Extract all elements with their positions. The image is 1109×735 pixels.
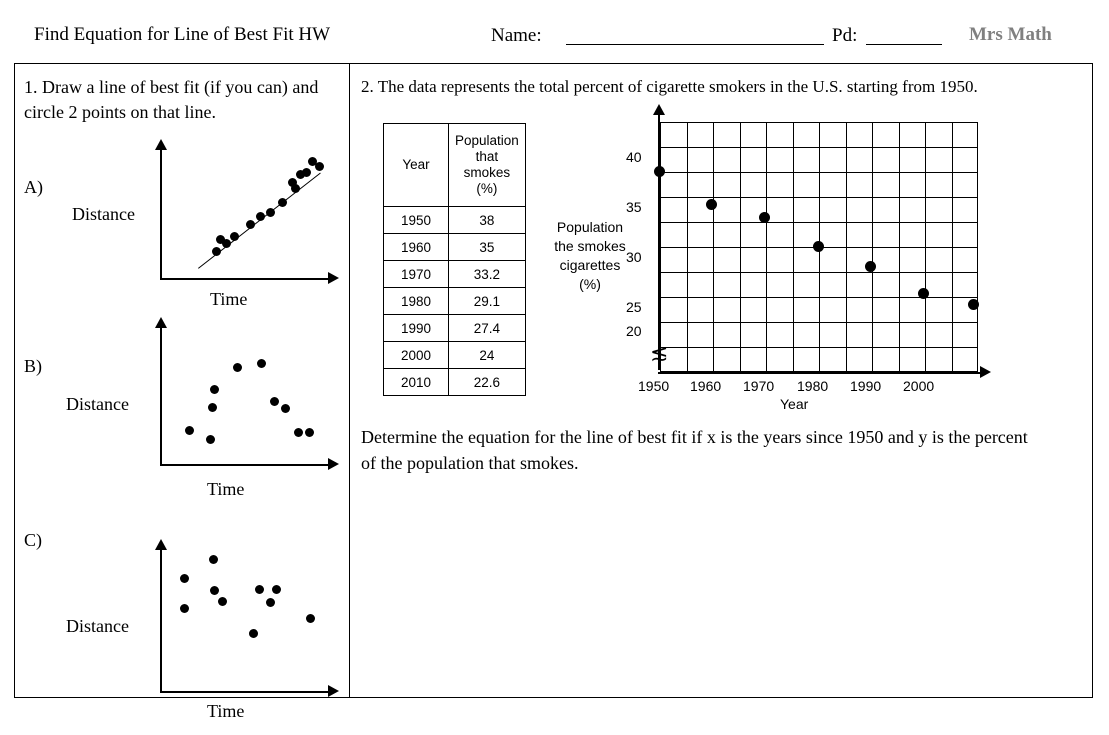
- brand-logo: Mrs Math: [969, 24, 1052, 45]
- header-population-smokes: [449, 124, 526, 207]
- plot-c-x-label: Time: [207, 701, 245, 721]
- table-row: [384, 288, 526, 315]
- data-point: [212, 247, 221, 256]
- x-tick-label: 1990: [850, 378, 882, 394]
- data-point: [281, 404, 290, 413]
- table-row: [384, 234, 526, 261]
- graph-y-label-line-4: (%): [579, 276, 601, 292]
- data-point: [249, 629, 258, 638]
- graph-data-point: [813, 241, 824, 252]
- data-point: [305, 428, 314, 437]
- data-point: [208, 403, 217, 412]
- cell-pct: 22.6: [449, 369, 526, 396]
- table-header-row: [384, 124, 526, 207]
- data-point: [210, 586, 219, 595]
- period-blank-line[interactable]: [866, 44, 942, 45]
- data-point: [315, 162, 324, 171]
- cell-pct: 24: [449, 342, 526, 369]
- plot-b-x-label: Time: [207, 479, 245, 499]
- cell-year: 2000: [384, 342, 449, 369]
- table-row: [384, 261, 526, 288]
- data-point: [180, 604, 189, 613]
- graph-y-axis: [658, 112, 660, 370]
- part-a-label: A): [24, 177, 43, 197]
- graph-x-axis-label: Year: [780, 396, 809, 412]
- part-c-label: C): [24, 530, 42, 550]
- data-point: [270, 397, 279, 406]
- header-year: Year: [384, 124, 449, 207]
- question-2-prompt: 2. The data represents the total percent of cigarette smokers in the U.S. starting from 1950.: [361, 77, 978, 96]
- y-tick-label: 30: [626, 249, 642, 265]
- plot-a-y-label: Distance: [72, 204, 135, 224]
- data-point: [246, 220, 255, 229]
- cell-year: 2010: [384, 369, 449, 396]
- data-point: [185, 426, 194, 435]
- scatter-plot-a: [160, 140, 350, 290]
- plot-b-y-label: Distance: [66, 394, 129, 414]
- y-axis-b: [160, 326, 162, 466]
- data-point: [266, 598, 275, 607]
- data-point: [210, 385, 219, 394]
- y-axis-a: [160, 148, 162, 280]
- y-tick-label: 25: [626, 299, 642, 315]
- cell-pct: 38: [449, 207, 526, 234]
- page-header: [14, 24, 1094, 60]
- header-line-1: Population: [455, 133, 519, 148]
- graph-x-axis-arrow-icon: [980, 366, 991, 378]
- y-axis-c: [160, 548, 162, 693]
- graph-data-point: [865, 261, 876, 272]
- page-title: Find Equation for Line of Best Fit HW: [34, 24, 331, 45]
- cell-year: 1980: [384, 288, 449, 315]
- data-point: [218, 597, 227, 606]
- graph-data-point: [654, 166, 665, 177]
- data-point: [233, 363, 242, 372]
- graph-y-label-line-2: the smokes: [554, 238, 626, 254]
- x-axis-arrow-icon: [328, 272, 339, 284]
- x-tick-label: 1960: [690, 378, 722, 394]
- cell-year: 1970: [384, 261, 449, 288]
- graph-y-label-line-3: cigarettes: [559, 257, 621, 273]
- x-tick-label: 1970: [743, 378, 775, 394]
- y-tick-label: 20: [626, 323, 642, 339]
- data-point: [180, 574, 189, 583]
- graph-y-label-line-1: Population: [556, 219, 624, 235]
- table-row: [384, 369, 526, 396]
- header-line-3: smokes: [463, 165, 511, 180]
- cell-pct: 33.2: [449, 261, 526, 288]
- graph-data-point: [918, 288, 929, 299]
- data-point: [266, 208, 275, 217]
- smoking-scatter-graph: [620, 118, 1020, 418]
- scatter-plot-b: [160, 318, 350, 478]
- x-axis-arrow-icon: [328, 685, 339, 697]
- x-tick-label: 1950: [638, 378, 670, 394]
- cell-year: 1990: [384, 315, 449, 342]
- data-point: [230, 232, 239, 241]
- table-row: [384, 315, 526, 342]
- name-label: Name:: [491, 25, 542, 46]
- cell-year: 1950: [384, 207, 449, 234]
- y-tick-label: 40: [626, 149, 642, 165]
- table-row: [384, 207, 526, 234]
- data-point: [255, 585, 264, 594]
- data-point: [306, 614, 315, 623]
- x-tick-label: 1980: [797, 378, 829, 394]
- table-row: [384, 342, 526, 369]
- axis-break-icon: ≲: [650, 340, 669, 365]
- data-point: [302, 168, 311, 177]
- part-b-label: B): [24, 356, 42, 376]
- scatter-plot-c: [160, 540, 350, 700]
- header-line-2: that: [475, 149, 499, 164]
- plot-a-x-label: Time: [210, 289, 248, 309]
- x-axis-c: [160, 691, 330, 693]
- y-tick-label: 35: [626, 199, 642, 215]
- header-line-4: (%): [476, 181, 498, 196]
- cell-year: 1960: [384, 234, 449, 261]
- data-point: [278, 198, 287, 207]
- cell-pct: 35: [449, 234, 526, 261]
- x-axis-arrow-icon: [328, 458, 339, 470]
- data-point: [256, 212, 265, 221]
- name-blank-line[interactable]: [566, 44, 824, 45]
- graph-data-point: [968, 299, 979, 310]
- data-point: [294, 428, 303, 437]
- cell-pct: 29.1: [449, 288, 526, 315]
- plot-c-y-label: Distance: [66, 616, 129, 636]
- data-point: [206, 435, 215, 444]
- x-tick-label: 2000: [903, 378, 935, 394]
- question-2-determine-prompt: Determine the equation for the line of best fit if x is the years since 1950 and y is the percent of the population that smokes.: [361, 427, 1028, 473]
- graph-data-point: [706, 199, 717, 210]
- data-point: [257, 359, 266, 368]
- cell-pct: 27.4: [449, 315, 526, 342]
- data-point: [216, 235, 225, 244]
- question-1-prompt: 1. Draw a line of best fit (if you can) and circle 2 points on that line.: [24, 77, 319, 122]
- graph-data-point: [759, 212, 770, 223]
- data-point: [209, 555, 218, 564]
- period-label: Pd:: [832, 25, 858, 46]
- graph-x-axis: [658, 372, 982, 374]
- graph-y-axis-arrow-icon: [653, 104, 665, 115]
- data-point: [272, 585, 281, 594]
- data-point: [291, 184, 300, 193]
- x-axis-b: [160, 464, 330, 466]
- x-axis-a: [160, 278, 330, 280]
- smoking-data-table: [383, 123, 526, 396]
